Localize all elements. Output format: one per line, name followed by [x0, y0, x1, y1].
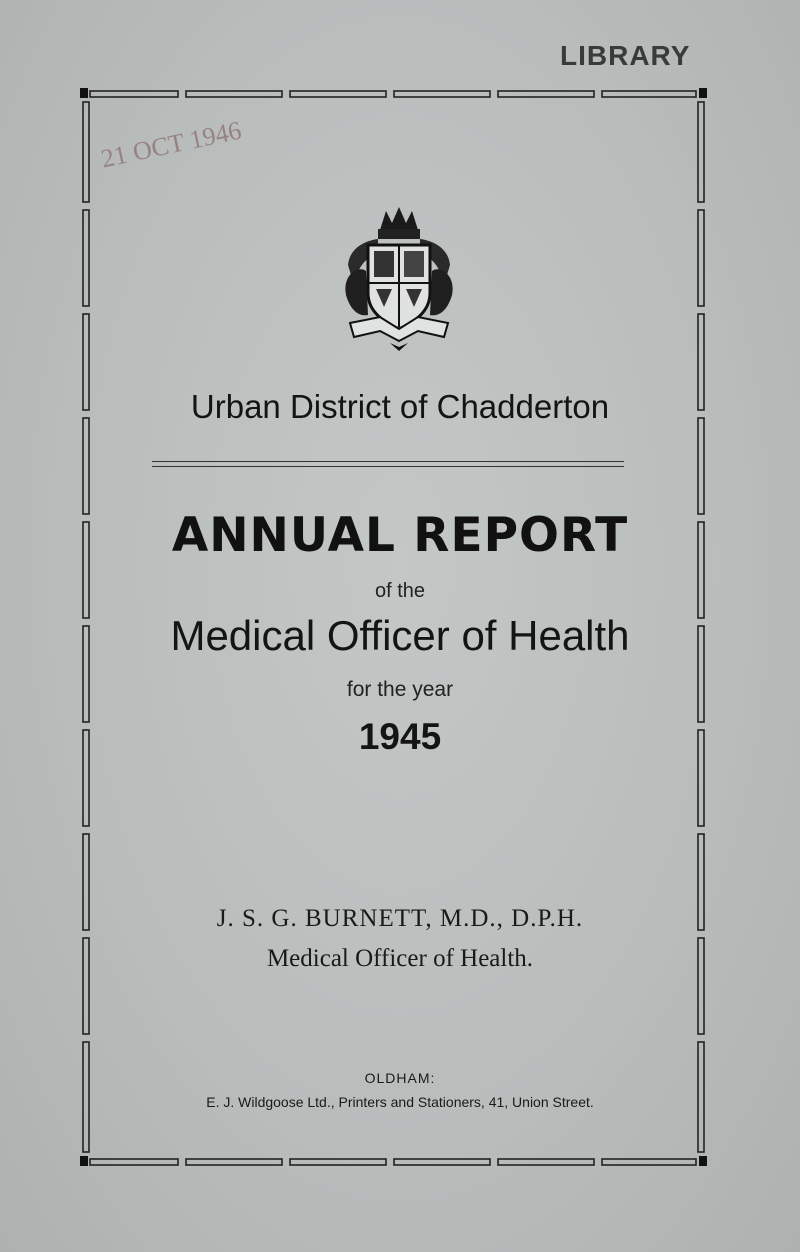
report-year: 1945 [358, 716, 442, 757]
publication-place: OLDHAM: [364, 1070, 436, 1086]
coat-of-arms-emblem [340, 205, 458, 355]
of-the-text: of the [374, 580, 426, 602]
author-name: J. S. G. BURNETT, M.D., D.P.H. [216, 905, 584, 932]
library-stamp: LIBRARY [560, 40, 691, 71]
for-the-year-text: for the year [346, 678, 454, 701]
printer-imprint: E. J. Wildgoose Ltd., Printers and Stationers, 41, Union Street. [206, 1094, 594, 1110]
report-subject: Medical Officer of Health [170, 612, 630, 659]
author-title: Medical Officer of Health. [266, 945, 534, 972]
report-title: ANNUAL REPORT [171, 508, 629, 563]
received-date-text: 21 OCT 1946 [98, 115, 244, 174]
title-divider [152, 461, 624, 467]
district-name: Urban District of Chadderton [190, 388, 610, 425]
